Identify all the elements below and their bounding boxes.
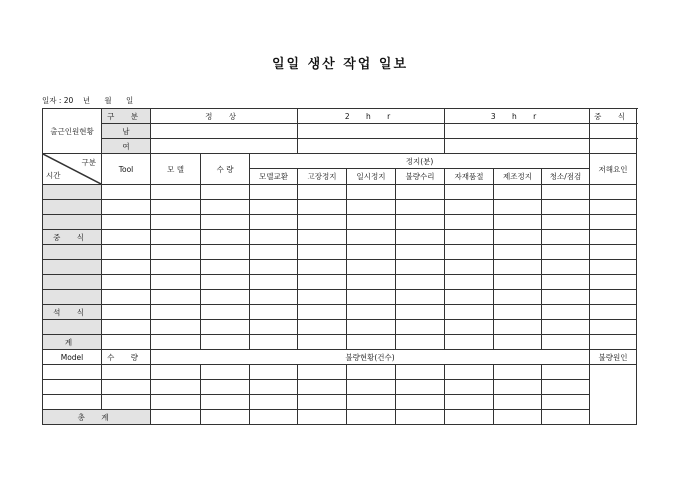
total-cell xyxy=(396,410,445,425)
data-cell xyxy=(250,215,298,230)
data-cell xyxy=(151,320,201,335)
data-cell xyxy=(298,335,347,350)
data-cell xyxy=(494,275,542,290)
qty-header: 수 량 xyxy=(201,154,250,185)
date-line: 일자 : 20 년 월 일 xyxy=(42,96,134,105)
defect-data-cell xyxy=(542,380,590,395)
data-cell xyxy=(396,320,445,335)
data-cell xyxy=(590,230,637,245)
attendance-col-3hr: 3 h r xyxy=(445,109,590,124)
data-cell xyxy=(396,305,445,320)
defect-data-cell xyxy=(347,365,396,380)
data-cell xyxy=(102,215,151,230)
data-cell xyxy=(542,305,590,320)
defect-data-cell xyxy=(347,395,396,410)
data-cell xyxy=(250,260,298,275)
data-cell xyxy=(250,290,298,305)
attendance-col-lunch: 중 식 xyxy=(590,109,637,124)
data-cell xyxy=(445,305,494,320)
data-cell xyxy=(494,230,542,245)
data-cell xyxy=(396,230,445,245)
defect-data-cell xyxy=(250,380,298,395)
defect-qty-header: 수 량 xyxy=(102,350,151,365)
data-cell xyxy=(590,335,637,350)
attendance-value-cell xyxy=(445,139,590,154)
data-cell xyxy=(250,185,298,200)
tool-header: Tool xyxy=(102,154,151,185)
data-cell xyxy=(445,215,494,230)
data-cell xyxy=(347,305,396,320)
data-cell xyxy=(201,260,250,275)
data-cell xyxy=(396,260,445,275)
total-cell xyxy=(298,410,347,425)
defect-data-cell xyxy=(298,395,347,410)
total-label: 총 계 xyxy=(43,410,151,425)
defect-data-cell xyxy=(298,380,347,395)
stop-col-header: 고장정지 xyxy=(298,169,347,185)
data-cell xyxy=(590,260,637,275)
table-row xyxy=(43,395,637,410)
data-cell xyxy=(250,245,298,260)
data-cell xyxy=(542,275,590,290)
defect-data-cell xyxy=(151,395,201,410)
table-row xyxy=(43,335,637,350)
data-cell xyxy=(298,290,347,305)
data-cell xyxy=(542,245,590,260)
time-row-label: 석 식 xyxy=(43,305,102,320)
factor-header: 저해요인 xyxy=(590,154,637,185)
data-cell xyxy=(396,275,445,290)
attendance-value-cell xyxy=(445,124,590,139)
defect-data-cell xyxy=(494,365,542,380)
data-cell xyxy=(102,335,151,350)
data-cell xyxy=(590,290,637,305)
defect-data-cell xyxy=(250,395,298,410)
corner-label-time: 시간 xyxy=(46,171,61,180)
data-cell xyxy=(201,200,250,215)
attendance-section-label: 출근인원현황 xyxy=(43,109,102,154)
defect-data-cell xyxy=(151,365,201,380)
data-cell xyxy=(542,215,590,230)
attendance-value-cell xyxy=(298,139,445,154)
defect-data-cell xyxy=(396,380,445,395)
corner-label-type: 구분 xyxy=(81,158,96,167)
data-cell xyxy=(151,215,201,230)
data-cell xyxy=(298,230,347,245)
defect-data-cell xyxy=(201,365,250,380)
data-cell xyxy=(542,200,590,215)
defect-data-cell xyxy=(43,365,102,380)
data-cell xyxy=(201,290,250,305)
data-cell xyxy=(201,230,250,245)
time-row-label xyxy=(43,200,102,215)
data-cell xyxy=(396,200,445,215)
data-cell xyxy=(102,320,151,335)
data-cell xyxy=(542,335,590,350)
data-cell xyxy=(151,290,201,305)
attendance-col-2hr: 2 h r xyxy=(298,109,445,124)
table-row xyxy=(43,154,637,169)
data-cell xyxy=(201,275,250,290)
defect-model-header: Model xyxy=(43,350,102,365)
table-row xyxy=(43,260,637,275)
defect-data-cell xyxy=(347,380,396,395)
data-cell xyxy=(298,215,347,230)
data-cell xyxy=(542,290,590,305)
data-cell xyxy=(494,290,542,305)
data-cell xyxy=(102,275,151,290)
total-cell xyxy=(151,410,201,425)
data-cell xyxy=(250,275,298,290)
stop-col-header: 자재품절 xyxy=(445,169,494,185)
defect-status-header: 불량현황(건수) xyxy=(151,350,590,365)
time-row-label: 중 식 xyxy=(43,230,102,245)
table-row xyxy=(43,109,637,124)
data-cell xyxy=(494,335,542,350)
defect-data-cell xyxy=(102,365,151,380)
time-row-label xyxy=(43,215,102,230)
data-cell xyxy=(494,200,542,215)
data-cell xyxy=(590,305,637,320)
data-cell xyxy=(445,275,494,290)
data-cell xyxy=(298,260,347,275)
attendance-value-cell xyxy=(590,124,637,139)
data-cell xyxy=(151,185,201,200)
total-cell xyxy=(201,410,250,425)
data-cell xyxy=(298,200,347,215)
data-cell xyxy=(590,215,637,230)
data-cell xyxy=(347,185,396,200)
time-row-label xyxy=(43,245,102,260)
attendance-value-cell xyxy=(151,139,298,154)
table-row xyxy=(43,410,637,425)
table-row xyxy=(43,380,637,395)
data-cell xyxy=(298,185,347,200)
corner-header-cell xyxy=(43,154,102,185)
data-cell xyxy=(494,260,542,275)
data-cell xyxy=(542,260,590,275)
data-cell xyxy=(396,335,445,350)
table-row xyxy=(43,185,637,200)
data-cell xyxy=(250,230,298,245)
defect-data-cell xyxy=(102,395,151,410)
data-cell xyxy=(494,185,542,200)
attendance-row-label: 남 xyxy=(102,124,151,139)
data-cell xyxy=(590,275,637,290)
data-cell xyxy=(250,305,298,320)
time-row-label xyxy=(43,260,102,275)
defect-cause-header: 불량원인 xyxy=(590,350,637,365)
data-cell xyxy=(494,215,542,230)
total-cell xyxy=(494,410,542,425)
data-cell xyxy=(201,215,250,230)
time-row-label xyxy=(43,290,102,305)
total-cell xyxy=(445,410,494,425)
defect-data-cell xyxy=(396,395,445,410)
table-row xyxy=(43,320,637,335)
defect-data-cell xyxy=(298,365,347,380)
total-cell xyxy=(542,410,590,425)
data-cell xyxy=(250,335,298,350)
data-cell xyxy=(250,320,298,335)
data-cell xyxy=(347,290,396,305)
data-cell xyxy=(347,215,396,230)
data-cell xyxy=(201,245,250,260)
stop-col-header: 제조정지 xyxy=(494,169,542,185)
attendance-value-cell xyxy=(151,124,298,139)
defect-cause-cell xyxy=(590,365,637,425)
data-cell xyxy=(151,275,201,290)
defect-data-cell xyxy=(494,395,542,410)
table-row xyxy=(43,230,637,245)
time-row-label xyxy=(43,320,102,335)
production-report-table xyxy=(42,108,637,425)
data-cell xyxy=(151,260,201,275)
data-cell xyxy=(590,245,637,260)
data-cell xyxy=(151,230,201,245)
data-cell xyxy=(298,305,347,320)
defect-data-cell xyxy=(542,395,590,410)
data-cell xyxy=(347,245,396,260)
table-row xyxy=(43,245,637,260)
defect-data-cell xyxy=(102,380,151,395)
data-cell xyxy=(102,260,151,275)
data-cell xyxy=(445,335,494,350)
data-cell xyxy=(445,245,494,260)
data-cell xyxy=(347,200,396,215)
defect-data-cell xyxy=(396,365,445,380)
defect-data-cell xyxy=(445,395,494,410)
defect-data-cell xyxy=(201,395,250,410)
model-header: 모 델 xyxy=(151,154,201,185)
data-cell xyxy=(542,185,590,200)
table-row xyxy=(43,350,637,365)
time-row-label xyxy=(43,185,102,200)
data-cell xyxy=(347,230,396,245)
defect-data-cell xyxy=(494,380,542,395)
table-row xyxy=(43,139,637,154)
defect-data-cell xyxy=(43,380,102,395)
data-cell xyxy=(542,230,590,245)
data-cell xyxy=(151,335,201,350)
data-cell xyxy=(396,185,445,200)
data-cell xyxy=(396,290,445,305)
data-cell xyxy=(445,260,494,275)
data-cell xyxy=(590,185,637,200)
data-cell xyxy=(396,215,445,230)
attendance-row-label: 여 xyxy=(102,139,151,154)
data-cell xyxy=(298,245,347,260)
table-row xyxy=(43,200,637,215)
total-cell xyxy=(250,410,298,425)
data-cell xyxy=(151,245,201,260)
stop-col-header: 불량수리 xyxy=(396,169,445,185)
data-cell xyxy=(201,305,250,320)
data-cell xyxy=(102,305,151,320)
data-cell xyxy=(347,335,396,350)
table-row xyxy=(43,275,637,290)
document-title: 일일 생산 작업 일보 xyxy=(271,57,409,72)
attendance-value-cell xyxy=(590,139,637,154)
defect-data-cell xyxy=(445,365,494,380)
stop-group-header: 정지(분) xyxy=(250,154,590,169)
data-cell xyxy=(201,185,250,200)
data-cell xyxy=(201,335,250,350)
data-cell xyxy=(494,320,542,335)
data-cell xyxy=(102,230,151,245)
defect-data-cell xyxy=(43,395,102,410)
data-cell xyxy=(298,275,347,290)
data-cell xyxy=(494,245,542,260)
table-row xyxy=(43,215,637,230)
data-cell xyxy=(445,290,494,305)
defect-data-cell xyxy=(201,380,250,395)
data-cell xyxy=(102,185,151,200)
attendance-type-label: 구 분 xyxy=(102,109,151,124)
stop-col-header: 모델교환 xyxy=(250,169,298,185)
stop-col-header: 청소/점검 xyxy=(542,169,590,185)
attendance-col-normal: 정 상 xyxy=(151,109,298,124)
table-row xyxy=(43,290,637,305)
attendance-value-cell xyxy=(298,124,445,139)
data-cell xyxy=(445,230,494,245)
data-cell xyxy=(250,200,298,215)
table-row xyxy=(43,305,637,320)
defect-data-cell xyxy=(151,380,201,395)
data-cell xyxy=(494,305,542,320)
data-cell xyxy=(347,275,396,290)
defect-data-cell xyxy=(542,365,590,380)
data-cell xyxy=(102,245,151,260)
total-cell xyxy=(347,410,396,425)
time-row-label: 계 xyxy=(43,335,102,350)
defect-data-cell xyxy=(250,365,298,380)
stop-col-header: 일시정지 xyxy=(347,169,396,185)
data-cell xyxy=(445,320,494,335)
data-cell xyxy=(445,185,494,200)
data-cell xyxy=(151,200,201,215)
data-cell xyxy=(347,260,396,275)
data-cell xyxy=(102,200,151,215)
time-row-label xyxy=(43,275,102,290)
table-row xyxy=(43,365,637,380)
data-cell xyxy=(445,200,494,215)
table-row xyxy=(43,124,637,139)
data-cell xyxy=(590,320,637,335)
data-cell xyxy=(347,320,396,335)
data-cell xyxy=(396,245,445,260)
data-cell xyxy=(201,320,250,335)
defect-data-cell xyxy=(445,380,494,395)
data-cell xyxy=(298,320,347,335)
data-cell xyxy=(151,305,201,320)
data-cell xyxy=(590,200,637,215)
data-cell xyxy=(542,320,590,335)
data-cell xyxy=(102,290,151,305)
